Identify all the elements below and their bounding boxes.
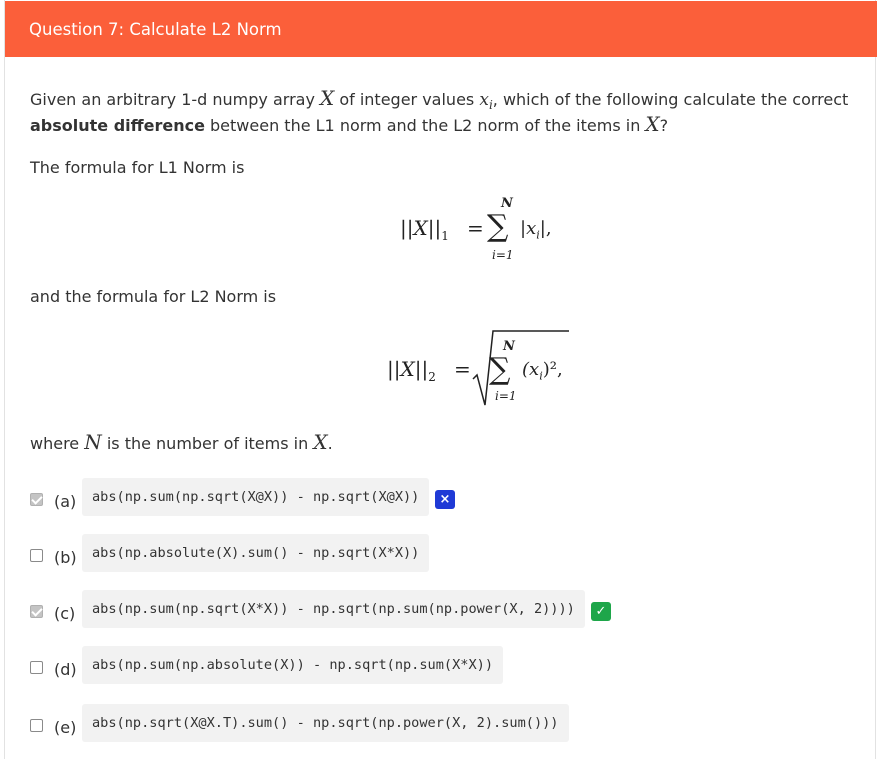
option-code: abs(np.absolute(X).sum() - np.sqrt(X*X)) — [82, 534, 429, 572]
question-title: Question 7: Calculate L2 Norm — [29, 20, 282, 39]
option-letter: (d) — [54, 660, 77, 679]
question-line-1: Given an arbitrary 1-d numpy array X of integer values $x_i$, which of the following calculate the correct — [30, 86, 849, 113]
option-checkbox[interactable] — [30, 661, 43, 674]
question-line-2: absolute difference between the L1 norm and the L2 norm of the items in X? — [30, 112, 669, 136]
l1-intro: The formula for L1 Norm is — [30, 158, 245, 177]
option-letter: (a) — [54, 492, 77, 511]
option-row[interactable] — [5, 704, 877, 744]
option-letter: (c) — [54, 604, 76, 623]
l2-intro: and the formula for L2 Norm is — [30, 287, 277, 306]
option-code: abs(np.sum(np.sqrt(X@X)) - np.sqrt(X@X)) — [82, 478, 429, 516]
l1-formula: $||X||_1$ = N ∑ i=1 $|x_i|$, — [400, 196, 552, 262]
l2-formula: $||X||_2$ = N ∑ i=1 $(x_i)^2$, — [387, 325, 607, 410]
option-checkbox[interactable] — [30, 719, 43, 732]
option-checkbox[interactable] — [30, 493, 43, 506]
question-card — [4, 0, 876, 759]
option-row[interactable] — [5, 478, 877, 518]
sum-icon: ∑ — [487, 209, 509, 244]
option-row[interactable] — [5, 646, 877, 686]
option-checkbox[interactable] — [30, 605, 43, 618]
where-line: where N is the number of items in X. — [30, 430, 333, 454]
bold-phrase: absolute difference — [30, 116, 205, 135]
question-header — [5, 1, 877, 57]
option-letter: (b) — [54, 548, 77, 567]
option-checkbox[interactable] — [30, 549, 43, 562]
sum-icon-2: ∑ — [489, 352, 511, 387]
option-row[interactable] — [5, 534, 877, 574]
option-code: abs(np.sum(np.absolute(X)) - np.sqrt(np.sum(X*X)) — [82, 646, 503, 684]
option-code: abs(np.sum(np.sqrt(X*X)) - np.sqrt(np.sum(np.power(X, 2)))) — [82, 590, 585, 628]
option-row[interactable] — [5, 590, 877, 630]
incorrect-cross-icon: × — [435, 490, 455, 509]
option-code: abs(np.sqrt(X@X.T).sum() - np.sqrt(np.power(X, 2).sum())) — [82, 704, 569, 742]
option-letter: (e) — [54, 718, 77, 737]
correct-check-icon: ✓ — [591, 602, 611, 621]
